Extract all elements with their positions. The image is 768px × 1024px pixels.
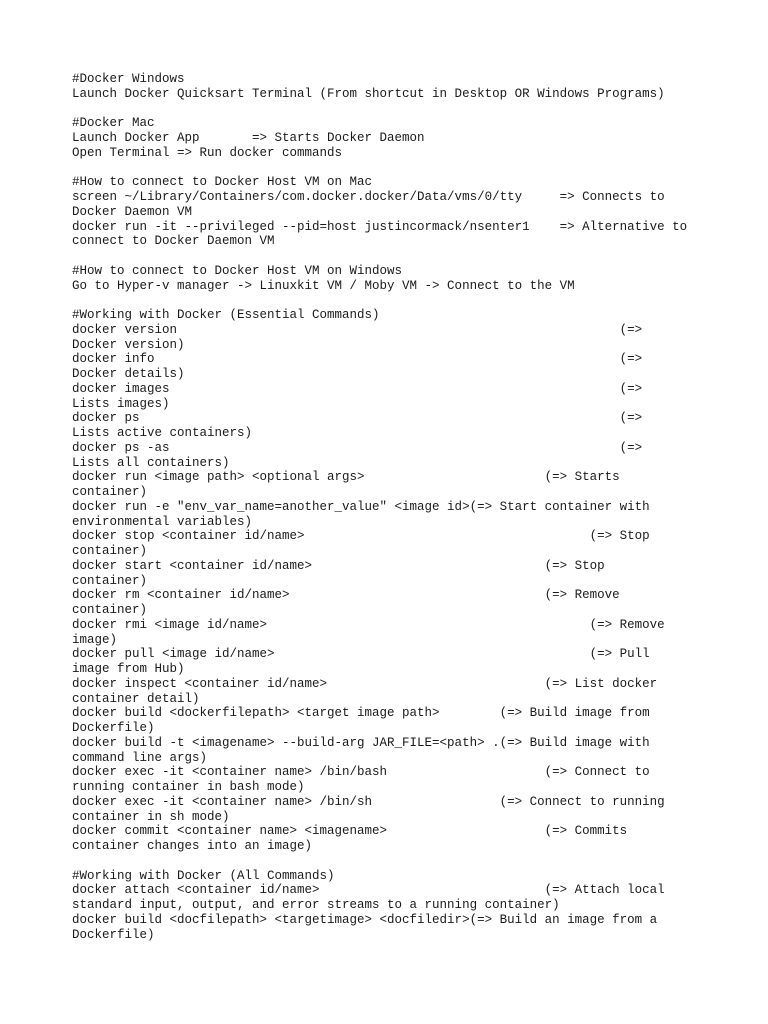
text-line: image from Hub): [72, 662, 185, 676]
text-line: docker exec -it <container name> /bin/bash (=> Connect to: [72, 765, 650, 780]
section-windows: [72, 72, 712, 102]
text-line: docker version (=>: [72, 322, 643, 337]
text-line: docker build -t <imagename> --build-arg JAR_FILE=<path> .(=> Build image with: [72, 735, 650, 750]
text-line: Launch Docker App => Starts Docker Daemon: [72, 131, 425, 145]
text-line: Docker Daemon VM: [72, 204, 193, 219]
blank-line: [72, 249, 712, 264]
blank-line: [72, 293, 712, 308]
blank-line: [72, 102, 712, 117]
section-heading: #Docker Windows: [72, 72, 185, 86]
text-line: docker rm <container id/name> (=> Remove: [72, 588, 620, 603]
text-line: docker start <container id/name> (=> Stop: [72, 558, 605, 573]
text-line: Lists active containers): [72, 426, 253, 440]
text-line: docker exec -it <container name> /bin/sh (=> Connect to running: [72, 794, 665, 809]
text-line: docker run <image path> <optional args> (=> Starts: [72, 470, 620, 485]
text-line: Go to Hyper-v manager -> Linuxkit VM / Moby VM -> Connect to the VM: [72, 278, 575, 293]
text-line: docker inspect <container id/name> (=> List docker: [72, 676, 658, 691]
text-line: container changes into an image): [72, 839, 313, 853]
section-heading: #Docker Mac: [72, 116, 155, 131]
text-line: docker build <dockerfilepath> <target image path> (=> Build image from: [72, 706, 650, 721]
text-line: docker build <docfilepath> <targetimage> <docfiledir>(=> Build an image from a: [72, 912, 658, 927]
section-heading: #How to connect to Docker Host VM on Mac: [72, 175, 373, 190]
text-line: docker ps -as (=>: [72, 440, 643, 455]
text-line: Launch Docker Quicksart Terminal (From shortcut in Desktop OR Windows Programs): [72, 86, 665, 101]
text-line: container detail): [72, 691, 200, 706]
section-heading: #Working with Docker (All Commands): [72, 868, 335, 883]
text-line: running container in bash mode): [72, 780, 305, 794]
text-line: docker pull <image id/name> (=> Pull: [72, 647, 650, 662]
section-essential: [72, 308, 712, 854]
text-line: Dockerfile): [72, 927, 155, 942]
text-line: Docker version): [72, 337, 185, 352]
text-line: docker run -it --privileged --pid=host justincormack/nsenter1 => Alternative to: [72, 219, 688, 234]
section-connect-windows: [72, 264, 712, 294]
section-all: [72, 869, 712, 943]
section-heading: #How to connect to Docker Host VM on Windows: [72, 263, 403, 278]
text-line: standard input, output, and error streams to a running container): [72, 898, 560, 912]
text-line: docker rmi <image id/name> (=> Remove: [72, 617, 665, 632]
text-line: container): [72, 573, 148, 588]
text-line: Lists all containers): [72, 455, 230, 470]
text-line: container): [72, 603, 148, 617]
text-line: Open Terminal => Run docker commands: [72, 145, 343, 160]
text-line: environmental variables): [72, 514, 253, 529]
text-line: Docker details): [72, 367, 185, 381]
text-line: docker attach <container id/name> (=> Attach local: [72, 883, 665, 898]
text-line: docker info (=>: [72, 352, 643, 367]
text-line: docker ps (=>: [72, 411, 643, 426]
text-line: screen ~/Library/Containers/com.docker.docker/Data/vms/0/tty => Connects to: [72, 190, 665, 204]
text-line: docker stop <container id/name> (=> Stop: [72, 529, 650, 544]
text-line: Lists images): [72, 396, 170, 411]
text-line: docker images (=>: [72, 381, 643, 396]
text-line: command line args): [72, 750, 208, 765]
text-line: docker commit <container name> <imagename> (=> Commits: [72, 824, 628, 839]
section-connect-mac: [72, 175, 712, 249]
text-line: connect to Docker Daemon VM: [72, 234, 275, 249]
text-line: container): [72, 485, 148, 499]
text-line: container in sh mode): [72, 809, 230, 824]
blank-line: [72, 854, 712, 869]
text-line: container): [72, 544, 148, 558]
blank-line: [72, 161, 712, 176]
document-page: [72, 72, 712, 942]
text-line: Dockerfile): [72, 721, 155, 735]
section-heading: #Working with Docker (Essential Commands): [72, 308, 380, 322]
text-line: docker run -e "env_var_name=another_value" <image id>(=> Start container with: [72, 499, 650, 514]
text-line: image): [72, 632, 118, 647]
section-mac: [72, 116, 712, 160]
